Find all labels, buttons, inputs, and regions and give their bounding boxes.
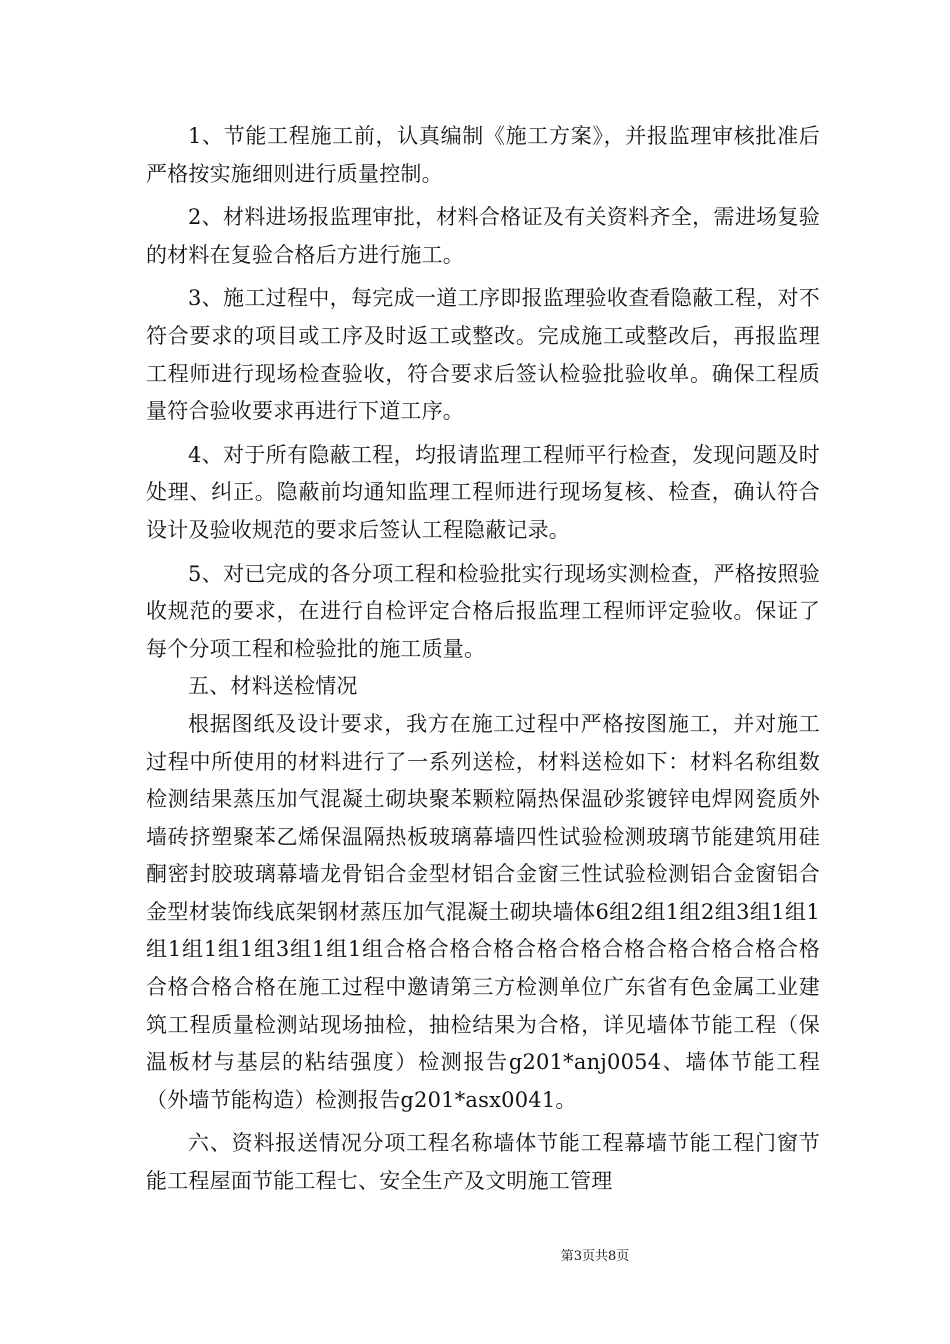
paragraph-materials-inspection: 根据图纸及设计要求，我方在施工过程中严格按图施工，并对施工过程中所使用的材料进行了一系列送检，材料送检如下：材料名称组数检测结果蒸压加气混凝土砌块聚苯颗粒隔热保温砂浆镀锌电焊网瓷质外墙砖挤塑聚苯乙烯保温隔热板玻璃幕墙四性试验检测玻璃节能建筑用硅酮密封胶玻璃幕墙龙骨铝合金型材铝合金窗三性试验检测铝合金窗铝合金型材装饰线底架钢材蒸压加气混凝土砌块墙体6组2组1组2组3组1组1组1组1组1组3组1组1组合格合格合格合格合格合格合格合格合格合格合格合格合格在施工过程中邀请第三方检测单位广东省有色金属工业建筑工程质量检测站现场抽检，抽检结果为合格，详见墙体节能工程（保温板材与基层的粘结强度）检测报告g201*anj0054、墙体节能工程（外墙节能构造）检测报告g201*asx0041。 (146, 711, 820, 1112)
paragraph-item-3: 3、施工过程中，每完成一道工序即报监理验收查看隐蔽工程，对不符合要求的项目或工序及时返工或整改。完成施工或整改后，再报监理工程师进行现场检查验收，符合要求后签认检验批验收单。确保工程质量符合验收要求再进行下道工序。 (146, 286, 820, 424)
paragraph-item-4: 4、对于所有隐蔽工程，均报请监理工程师平行检查，发现问题及时处理、纠正。隐蔽前均通知监理工程师进行现场复核、检查，确认符合设计及验收规范的要求后签认工程隐蔽记录。 (146, 442, 820, 542)
paragraph-item-2: 2、材料进场报监理审批，材料合格证及有关资料齐全，需进场复验的材料在复验合格后方进行施工。 (146, 205, 820, 267)
paragraph-item-5: 5、对已完成的各分项工程和检验批实行现场实测检查，严格按照验收规范的要求，在进行自检评定合格后报监理工程师评定验收。保证了每个分项工程和检验批的施工质量。 (146, 561, 820, 661)
page-number: 第3页共8页 (560, 1249, 630, 1264)
paragraph-item-1: 1、节能工程施工前，认真编制《施工方案》，并报监理审核批准后严格按实施细则进行质量控制。 (146, 124, 820, 186)
document-body (146, 118, 820, 1201)
section-heading-documents: 六、资料报送情况分项工程名称墙体节能工程幕墙节能工程门窗节能工程屋面节能工程七、安全生产及文明施工管理 (146, 1131, 820, 1194)
page-footer (0, 1248, 950, 1266)
section-heading-materials: 五、材料送检情况 (188, 674, 358, 699)
